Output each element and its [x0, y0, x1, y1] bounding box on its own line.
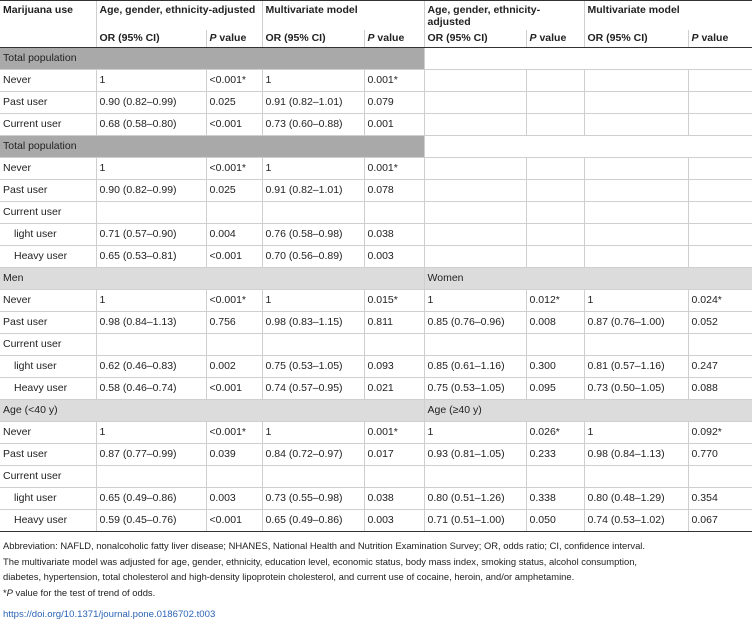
or-cell — [262, 202, 364, 224]
row-label: Never — [0, 70, 96, 92]
or-cell — [96, 334, 206, 356]
p-value-cell: 0.300 — [526, 356, 584, 378]
header-or: OR (95% CI) — [96, 30, 206, 48]
header-group-multivariate-right: Multivariate model — [584, 1, 752, 31]
section-label-right — [424, 48, 752, 70]
p-value-cell: 0.092* — [688, 422, 752, 444]
row-label: Current user — [0, 466, 96, 488]
p-value-cell: <0.001* — [206, 158, 262, 180]
or-cell — [584, 114, 688, 136]
or-cell: 0.98 (0.83–1.15) — [262, 312, 364, 334]
p-value-cell — [688, 334, 752, 356]
or-cell — [424, 202, 526, 224]
table-row — [0, 246, 752, 268]
p-value-cell — [526, 114, 584, 136]
p-value-cell: 0.039 — [206, 444, 262, 466]
or-cell: 1 — [262, 158, 364, 180]
p-value-cell: 0.026* — [526, 422, 584, 444]
section-label: Age (<40 y) — [0, 400, 424, 422]
or-cell: 0.74 (0.57–0.95) — [262, 378, 364, 400]
header-p: P value — [206, 30, 262, 48]
row-label: Heavy user — [0, 246, 96, 268]
row-label: Heavy user — [0, 378, 96, 400]
or-cell: 0.73 (0.60–0.88) — [262, 114, 364, 136]
p-value-cell — [688, 246, 752, 268]
section-label-right — [424, 136, 752, 158]
or-cell: 1 — [262, 290, 364, 312]
or-cell: 0.90 (0.82–0.99) — [96, 180, 206, 202]
or-cell: 0.91 (0.82–1.01) — [262, 92, 364, 114]
section-row — [0, 48, 752, 70]
or-cell: 0.93 (0.81–1.05) — [424, 444, 526, 466]
table-row — [0, 290, 752, 312]
p-value-cell: 0.001 — [364, 114, 424, 136]
or-cell — [96, 466, 206, 488]
p-value-cell — [688, 224, 752, 246]
or-cell — [584, 224, 688, 246]
or-cell: 0.87 (0.77–0.99) — [96, 444, 206, 466]
or-cell: 0.74 (0.53–1.02) — [584, 510, 688, 532]
row-label: Past user — [0, 92, 96, 114]
p-value-cell — [364, 466, 424, 488]
p-value-cell: <0.001 — [206, 246, 262, 268]
p-value-cell: 0.003 — [206, 488, 262, 510]
section-label: Total population — [0, 48, 424, 70]
table-row — [0, 334, 752, 356]
p-value-cell: 0.038 — [364, 488, 424, 510]
or-cell: 0.73 (0.50–1.05) — [584, 378, 688, 400]
footnote-trend: *P value for the test of trend of odds. — [3, 586, 156, 598]
p-value-cell: 0.025 — [206, 180, 262, 202]
or-cell: 0.75 (0.53–1.05) — [424, 378, 526, 400]
p-value-cell — [526, 158, 584, 180]
or-cell — [584, 92, 688, 114]
p-value-cell: 0.001* — [364, 158, 424, 180]
or-cell — [584, 334, 688, 356]
or-cell: 1 — [96, 290, 206, 312]
p-value-cell: 0.093 — [364, 356, 424, 378]
table-row — [0, 224, 752, 246]
or-cell: 0.80 (0.48–1.29) — [584, 488, 688, 510]
p-value-cell: <0.001* — [206, 70, 262, 92]
or-cell: 0.85 (0.76–0.96) — [424, 312, 526, 334]
p-value-cell: 0.247 — [688, 356, 752, 378]
p-value-cell: 0.017 — [364, 444, 424, 466]
table-row — [0, 158, 752, 180]
table-footnotes — [0, 532, 752, 600]
p-value-cell: <0.001 — [206, 510, 262, 532]
header-group-adjusted-right: Age, gender, ethnicity-adjusted — [424, 1, 584, 31]
row-label: Past user — [0, 444, 96, 466]
p-value-cell: 0.021 — [364, 378, 424, 400]
or-cell — [584, 180, 688, 202]
or-cell — [96, 202, 206, 224]
or-cell — [262, 466, 364, 488]
p-value-cell: 0.050 — [526, 510, 584, 532]
p-value-cell: 0.233 — [526, 444, 584, 466]
p-value-cell: 0.354 — [688, 488, 752, 510]
row-label: Never — [0, 158, 96, 180]
section-row — [0, 136, 752, 158]
or-cell — [424, 180, 526, 202]
p-value-cell — [526, 180, 584, 202]
row-label: Never — [0, 290, 96, 312]
or-cell: 0.87 (0.76–1.00) — [584, 312, 688, 334]
p-value-cell — [688, 180, 752, 202]
p-value-cell — [526, 202, 584, 224]
row-label: Current user — [0, 334, 96, 356]
header-or: OR (95% CI) — [424, 30, 526, 48]
or-cell: 0.70 (0.56–0.89) — [262, 246, 364, 268]
p-value-cell: <0.001 — [206, 378, 262, 400]
row-label: Past user — [0, 180, 96, 202]
or-cell: 0.58 (0.46–0.74) — [96, 378, 206, 400]
p-value-cell: 0.052 — [688, 312, 752, 334]
p-value-cell — [688, 92, 752, 114]
p-value-cell: 0.001* — [364, 422, 424, 444]
row-label: Never — [0, 422, 96, 444]
or-cell — [424, 334, 526, 356]
table-row — [0, 488, 752, 510]
row-label: Heavy user — [0, 510, 96, 532]
or-cell: 0.68 (0.58–0.80) — [96, 114, 206, 136]
p-value-cell: 0.025 — [206, 92, 262, 114]
or-cell — [424, 158, 526, 180]
p-value-cell — [526, 92, 584, 114]
row-label: Current user — [0, 114, 96, 136]
header-p: P value — [688, 30, 752, 48]
section-label: Total population — [0, 136, 424, 158]
header-or: OR (95% CI) — [584, 30, 688, 48]
p-value-cell: 0.001* — [364, 70, 424, 92]
or-cell: 0.84 (0.72–0.97) — [262, 444, 364, 466]
or-cell: 0.85 (0.61–1.16) — [424, 356, 526, 378]
or-cell: 0.76 (0.58–0.98) — [262, 224, 364, 246]
or-cell — [424, 224, 526, 246]
header-or: OR (95% CI) — [262, 30, 364, 48]
footnote-model-line-1: The multivariate model was adjusted for age, gender, ethnicity, education level, economic status, body mass index, smoking status, alcohol consumption, — [3, 555, 638, 567]
doi-link[interactable]: https://doi.org/10.1371/journal.pone.0186702.t003 — [3, 609, 216, 620]
p-value-cell — [206, 334, 262, 356]
or-cell — [584, 246, 688, 268]
or-cell — [424, 114, 526, 136]
table-row — [0, 510, 752, 532]
p-value-cell — [688, 70, 752, 92]
or-cell: 0.73 (0.55–0.98) — [262, 488, 364, 510]
table-row — [0, 378, 752, 400]
header-blank — [0, 30, 96, 48]
p-value-cell: 0.088 — [688, 378, 752, 400]
p-value-cell: 0.004 — [206, 224, 262, 246]
or-cell: 0.65 (0.49–0.86) — [262, 510, 364, 532]
row-label: Current user — [0, 202, 96, 224]
p-value-cell — [526, 246, 584, 268]
or-cell: 1 — [96, 422, 206, 444]
or-cell: 0.65 (0.49–0.86) — [96, 488, 206, 510]
or-cell: 0.59 (0.45–0.76) — [96, 510, 206, 532]
or-cell: 1 — [262, 422, 364, 444]
or-cell: 0.65 (0.53–0.81) — [96, 246, 206, 268]
or-cell — [584, 202, 688, 224]
p-value-cell: 0.038 — [364, 224, 424, 246]
footnote-abbreviations: Abbreviation: NAFLD, nonalcoholic fatty liver disease; NHANES, National Health and Nutrition Examination Survey; OR, odds ratio; CI, confidence interval. — [3, 540, 645, 551]
footnote-model-line-2: diabetes, hypertension, total cholesterol and high-density lipoprotein cholesterol, and current use of cocaine, heroin, and/or amphetamine. — [3, 571, 575, 582]
or-cell — [584, 466, 688, 488]
or-cell — [584, 158, 688, 180]
or-cell: 1 — [424, 422, 526, 444]
table-row — [0, 92, 752, 114]
p-value-cell: 0.003 — [364, 510, 424, 532]
header-p: P value — [364, 30, 424, 48]
row-label: light user — [0, 356, 96, 378]
table-row — [0, 180, 752, 202]
p-value-cell: 0.008 — [526, 312, 584, 334]
or-cell — [424, 246, 526, 268]
or-cell: 0.75 (0.53–1.05) — [262, 356, 364, 378]
or-cell: 0.71 (0.57–0.90) — [96, 224, 206, 246]
table-row — [0, 312, 752, 334]
table-row — [0, 356, 752, 378]
row-label: Past user — [0, 312, 96, 334]
p-value-cell — [206, 466, 262, 488]
section-row — [0, 268, 752, 290]
p-value-cell — [688, 158, 752, 180]
or-cell: 0.62 (0.46–0.83) — [96, 356, 206, 378]
table-row — [0, 444, 752, 466]
table-header — [0, 1, 752, 48]
table-row — [0, 70, 752, 92]
p-value-cell: 0.770 — [688, 444, 752, 466]
p-value-cell: 0.756 — [206, 312, 262, 334]
table-row — [0, 202, 752, 224]
p-value-cell: 0.079 — [364, 92, 424, 114]
or-cell: 1 — [424, 290, 526, 312]
p-value-cell: <0.001* — [206, 290, 262, 312]
p-value-cell: <0.001* — [206, 422, 262, 444]
p-value-cell — [206, 202, 262, 224]
p-value-cell: 0.002 — [206, 356, 262, 378]
p-value-cell: 0.338 — [526, 488, 584, 510]
table-row — [0, 466, 752, 488]
header-marijuana-use: Marijuana use — [0, 1, 96, 31]
p-value-cell — [526, 334, 584, 356]
p-value-cell — [526, 224, 584, 246]
p-value-cell: <0.001 — [206, 114, 262, 136]
or-cell — [584, 70, 688, 92]
row-label: light user — [0, 488, 96, 510]
or-cell — [424, 466, 526, 488]
or-cell: 0.81 (0.57–1.16) — [584, 356, 688, 378]
p-value-cell: 0.024* — [688, 290, 752, 312]
p-value-cell: 0.095 — [526, 378, 584, 400]
p-value-cell — [688, 202, 752, 224]
or-cell: 0.90 (0.82–0.99) — [96, 92, 206, 114]
p-value-cell — [364, 202, 424, 224]
or-cell — [424, 70, 526, 92]
p-value-cell: 0.015* — [364, 290, 424, 312]
p-value-cell — [688, 466, 752, 488]
section-label-right: Age (≥40 y) — [424, 400, 752, 422]
section-label: Men — [0, 268, 424, 290]
header-group-multivariate-left: Multivariate model — [262, 1, 424, 31]
or-cell: 1 — [262, 70, 364, 92]
p-value-cell: 0.078 — [364, 180, 424, 202]
p-value-cell — [526, 466, 584, 488]
row-label: light user — [0, 224, 96, 246]
header-group-adjusted-left: Age, gender, ethnicity-adjusted — [96, 1, 262, 31]
or-cell: 0.98 (0.84–1.13) — [96, 312, 206, 334]
or-cell — [262, 334, 364, 356]
p-value-cell — [364, 334, 424, 356]
or-cell: 1 — [584, 290, 688, 312]
or-cell: 0.91 (0.82–1.01) — [262, 180, 364, 202]
or-cell: 0.80 (0.51–1.26) — [424, 488, 526, 510]
or-cell: 1 — [96, 158, 206, 180]
p-value-cell: 0.003 — [364, 246, 424, 268]
header-p: P value — [526, 30, 584, 48]
table-row — [0, 422, 752, 444]
table-body — [0, 48, 752, 532]
p-value-cell — [688, 114, 752, 136]
section-row — [0, 400, 752, 422]
or-cell — [424, 92, 526, 114]
p-value-cell: 0.067 — [688, 510, 752, 532]
or-cell: 1 — [584, 422, 688, 444]
or-cell: 0.98 (0.84–1.13) — [584, 444, 688, 466]
or-cell: 0.71 (0.51–1.00) — [424, 510, 526, 532]
p-value-cell: 0.811 — [364, 312, 424, 334]
p-value-cell — [526, 70, 584, 92]
p-value-cell: 0.012* — [526, 290, 584, 312]
section-label-right: Women — [424, 268, 752, 290]
or-cell: 1 — [96, 70, 206, 92]
table-row — [0, 114, 752, 136]
